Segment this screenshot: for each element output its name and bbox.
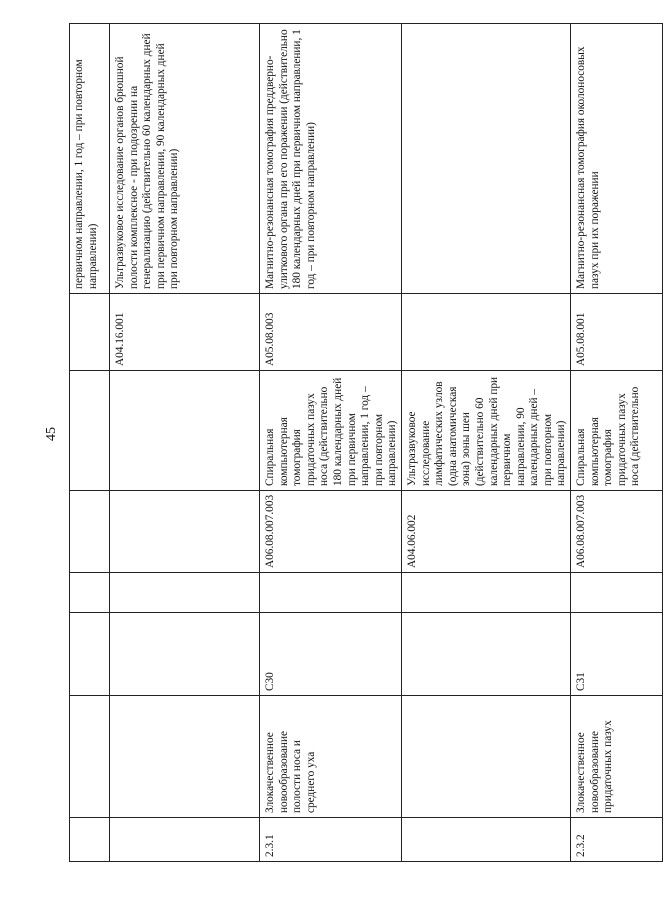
icd-code-cell [401,613,570,696]
service-code-cell: A04.06.002 [401,491,570,573]
table-row [70,24,110,862]
service-code-cell: A05.08.001 [571,294,663,371]
diagnosis-name-cell [110,696,260,818]
service-name-text: Магнитно-резонансная томография преддверно-улиткового органа при его поражении (действительно 180 календарных дней при первичном направлении, 1 год – при повторном направлении) [264,29,317,289]
service-name-text: первичном направлении, 1 год – при повторном направлении) [73,59,99,289]
service-name-text: Спиральная компьютерная томография придаточных пазух носа (действительно 180 календарных дней при первичном направлении, 1 год – при повторном направлении) [264,377,399,486]
table-row [401,24,570,862]
row-number-cell [401,818,570,862]
service-name-cell [571,24,663,294]
table-row [110,24,260,862]
service-name-cell [110,371,260,491]
service-name-cell [401,24,570,294]
blank-cell [70,573,110,613]
diagnosis-name-cell [70,696,110,818]
blank-cell [571,573,663,613]
blank-cell [401,573,570,613]
icd-code-cell [110,613,260,696]
page-number: 45 [44,427,59,441]
service-code-cell [70,294,110,371]
service-name-cell [260,24,402,294]
icd-code-cell [70,613,110,696]
blank-cell [260,573,402,613]
service-name-text: Магнитно-резонансная томография околоносовых пазух при их поражении [575,46,601,289]
service-name-text: Спиральная компьютерная томография придаточных пазух носа (действительно [575,386,642,486]
service-code-cell [401,294,570,371]
service-name-text: Ультразвуковое исследование органов брюшной полости комплексное - при подозрении на генерализацию (действительно 60 календарных дней при первичном направлении, 90 календарных дней при повторном направлении) [114,33,181,289]
table-row [571,24,663,862]
row-number-cell: 2.3.2 [571,818,663,862]
diagnosis-name-cell: Злокачественное новообразование придаточных пазух [571,696,663,818]
row-number-cell: 2.3.1 [260,818,402,862]
diagnosis-name-cell: Злокачественное новообразование полости носа и среднего уха [260,696,402,818]
blank-cell [110,573,260,613]
service-code-cell [70,491,110,573]
service-name-cell [70,24,110,294]
service-name-text: Ультразвуковое исследование лимфатических узлов (одна анатомическая зона) зоны шеи (действительно 60 календарных дней при первичном направлении, 90 календарных дней – при повторном направлении) [405,376,568,486]
service-name-cell [70,371,110,491]
service-name-cell [401,371,570,491]
examinations-table [69,23,663,862]
row-number-cell [70,818,110,862]
service-code-cell: A06.08.007.003 [260,491,402,573]
service-code-cell: A06.08.007.003 [571,491,663,573]
rotated-page [69,24,642,862]
service-name-cell [571,371,663,491]
icd-code-cell: C31 [571,613,663,696]
service-code-cell [110,491,260,573]
service-code-cell: A04.16.001 [110,294,260,371]
row-number-cell [110,818,260,862]
service-code-cell: A05.08.003 [260,294,402,371]
icd-code-cell: C30 [260,613,402,696]
diagnosis-name-cell [401,696,570,818]
service-name-cell [260,371,402,491]
table-row [260,24,402,862]
service-name-cell [110,24,260,294]
